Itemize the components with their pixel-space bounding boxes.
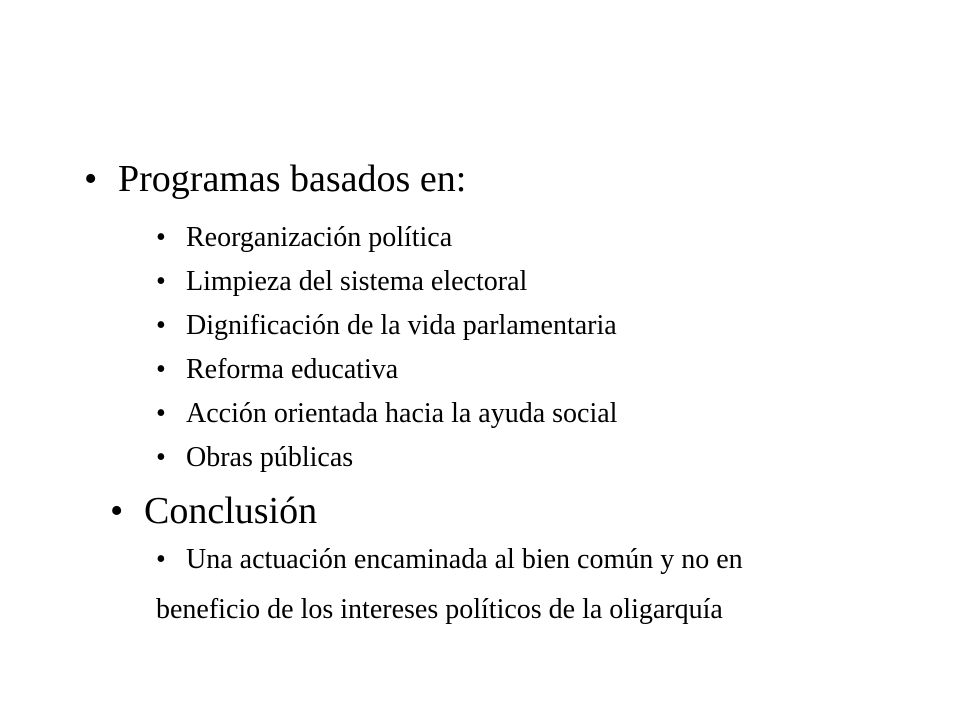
bullet: • <box>156 544 166 575</box>
list-item-text: Limpieza del sistema electoral <box>186 266 528 297</box>
conclusion-line-1 <box>156 546 743 574</box>
list-item <box>156 400 617 428</box>
conclusion-text-2: beneficio de los intereses políticos de la oligarquía <box>156 594 723 625</box>
bullet: • <box>156 222 166 253</box>
conclusion-text-1: Una actuación encaminada al bien común y no en <box>186 544 743 575</box>
list-item-text: Acción orientada hacia la ayuda social <box>186 398 618 429</box>
bullet: • <box>84 158 98 200</box>
list-item-text: Reorganización política <box>186 222 453 253</box>
bullet: • <box>110 490 124 532</box>
bullet: • <box>156 266 166 297</box>
list-item <box>156 268 527 296</box>
list-item-text: Reforma educativa <box>186 354 399 385</box>
conclusion-line-2 <box>156 596 723 624</box>
section2-heading: Conclusión <box>144 490 318 532</box>
list-item <box>156 356 398 384</box>
section1-heading-row <box>84 160 466 198</box>
bullet: • <box>156 354 166 385</box>
section1-heading: Programas basados en: <box>118 158 467 200</box>
list-item <box>156 224 452 252</box>
bullet: • <box>156 310 166 341</box>
list-item-text: Obras públicas <box>186 442 354 473</box>
bullet: • <box>156 398 166 429</box>
list-item <box>156 312 617 340</box>
list-item-text: Dignificación de la vida parlamentaria <box>186 310 617 341</box>
bullet: • <box>156 442 166 473</box>
section2-heading-row <box>110 492 317 530</box>
list-item <box>156 444 353 472</box>
